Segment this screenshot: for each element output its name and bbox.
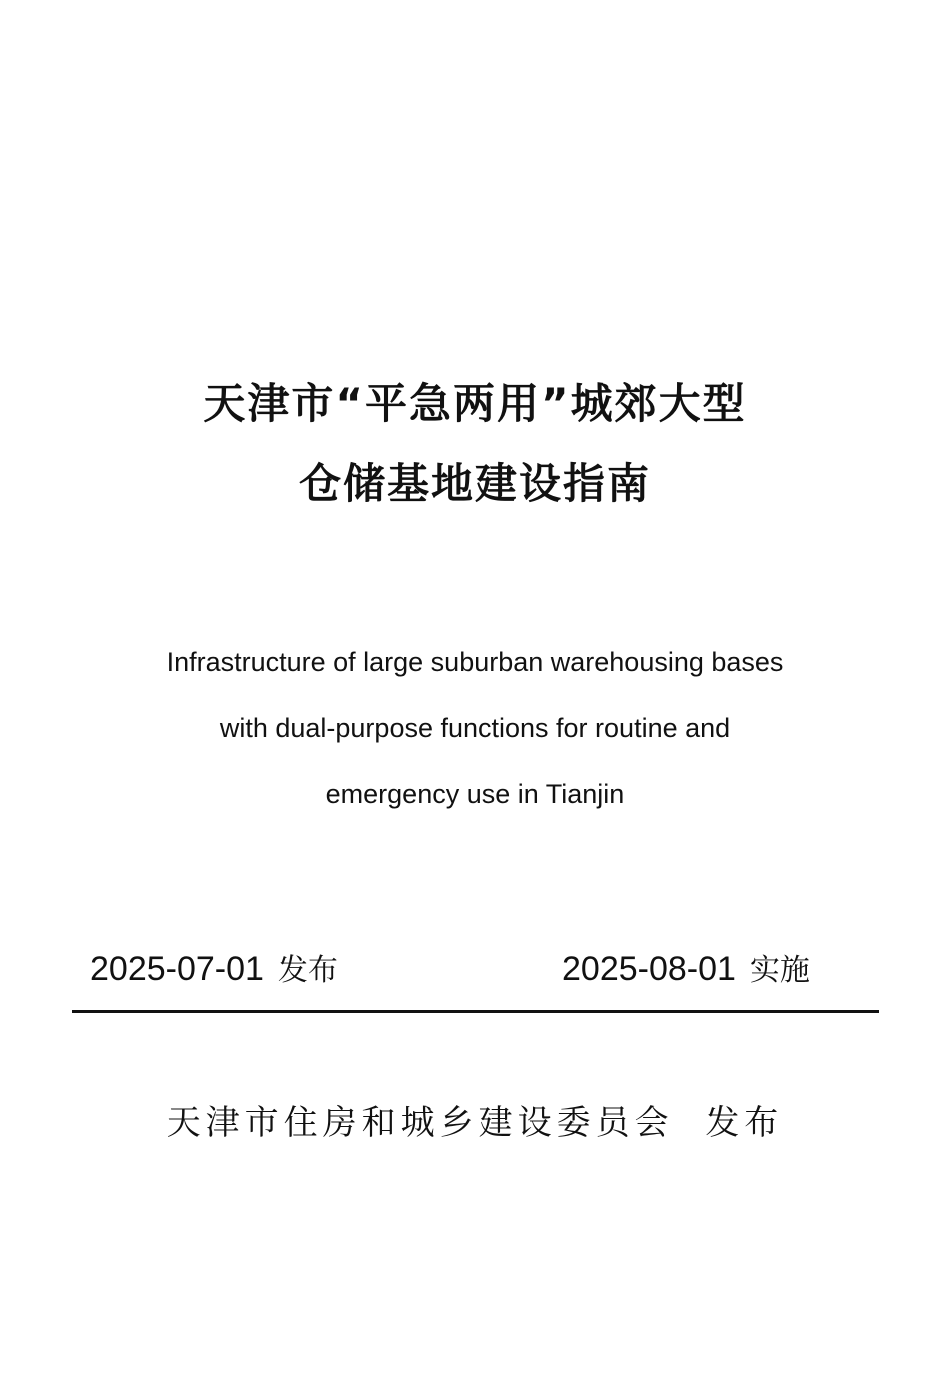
english-title-line-2: with dual-purpose functions for routine and xyxy=(219,713,731,743)
implementation-label: 实施 xyxy=(749,953,810,988)
english-title-line-3: emergency use in Tianjin xyxy=(325,779,625,809)
horizontal-divider xyxy=(72,1010,879,1013)
issue-label: 发布 xyxy=(277,953,338,988)
implementation-date-block xyxy=(562,948,810,992)
implementation-date: 2025-08-01 xyxy=(562,950,736,988)
english-title-line-1: Infrastructure of large suburban warehousing bases xyxy=(166,647,784,677)
issue-date-block xyxy=(90,948,338,992)
publisher-line xyxy=(0,1100,950,1146)
issue-date: 2025-07-01 xyxy=(90,950,264,988)
publisher-name: 天津市住房和城乡建设委员会 xyxy=(166,1103,674,1143)
document-title-line-2: 仓储基地建设指南 xyxy=(298,459,651,508)
document-title-line-1: 天津市“平急两用”城郊大型 xyxy=(203,379,747,428)
publisher-action: 发布 xyxy=(705,1103,784,1143)
